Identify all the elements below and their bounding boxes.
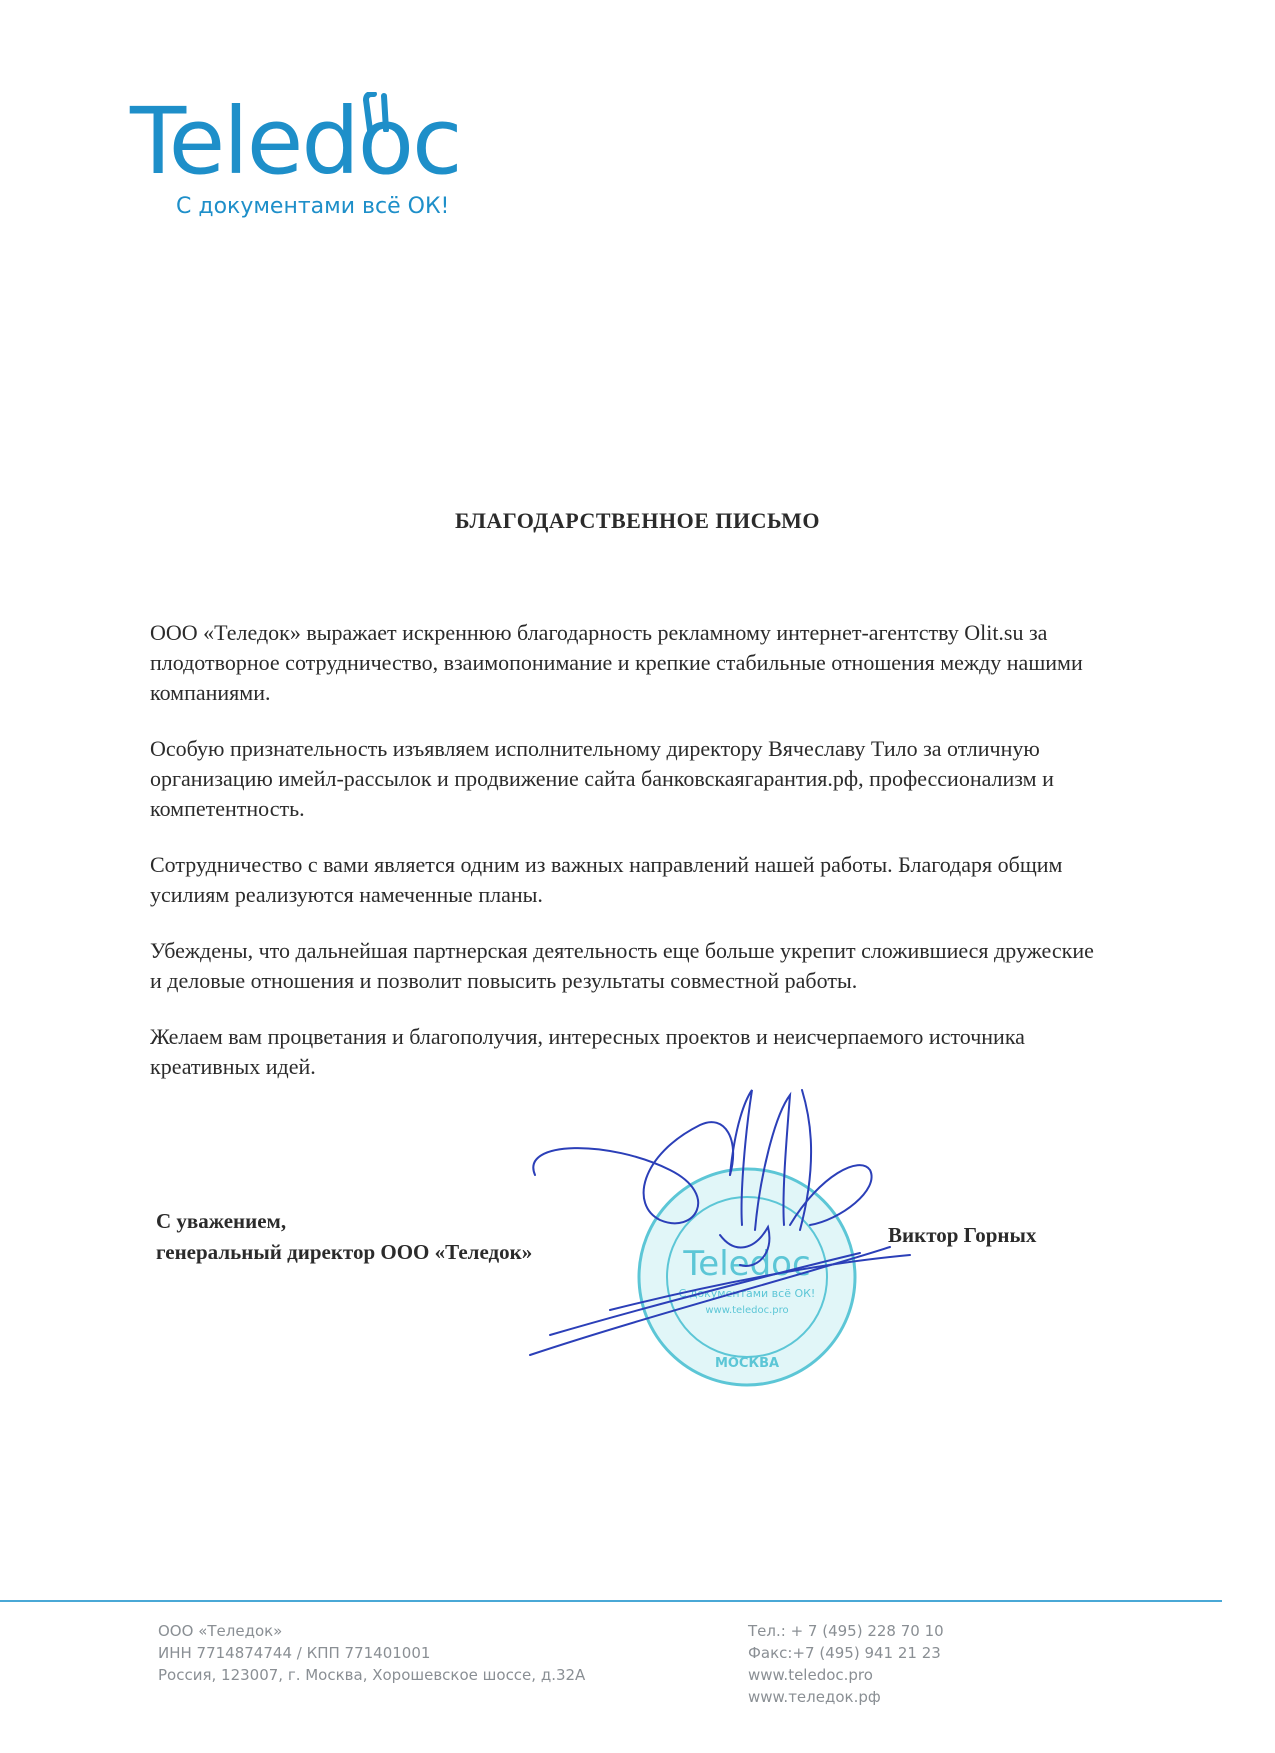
footer-address: Россия, 123007, г. Москва, Хорошевское шоссе, д.32А [158,1666,586,1684]
footer-inn-kpp: ИНН 7714874744 / КПП 771401001 [158,1644,431,1662]
footer-contacts [748,1620,944,1708]
closing-block [156,1206,532,1268]
footer-web-2: www.теледок.рф [748,1688,881,1706]
logo-wordmark: Teledoc [130,88,461,195]
paragraph-1: ООО «Теледок» выражает искреннюю благодарность рекламному интернет-агентству Olit.su за плодотворное сотрудничество, взаимопонимание и крепкие стабильные отношения между нашими компаниями. [150,620,1083,705]
stamp-city: МОСКВА [714,1356,780,1371]
letter-title: БЛАГОДАРСТВЕННОЕ ПИСЬМО [454,508,821,533]
paragraph-2: Особую признательность изъявляем исполнительному директору Вячеславу Тило за отличную организацию имейл-рассылок и продвижение сайта банковскаягарантия.рф, профессионализм и компетентность. [150,736,1054,821]
footer-phone: Тел.: + 7 (495) 228 70 10 [748,1622,944,1640]
paragraph-5: Желаем вам процветания и благополучия, интересных проектов и неисчерпаемого источника креативных идей. [150,1024,1025,1079]
footer-fax: Факс:+7 (495) 941 21 23 [748,1644,941,1662]
footer-company: ООО «Теледок» [158,1622,283,1640]
logo-antenna-icon [352,92,412,132]
logo-tagline: С документами всё ОК! [176,194,450,219]
stamp-tagline: С документами всё ОК! [678,1287,816,1300]
paragraph-3: Сотрудничество с вами является одним из важных направлений нашей работы. Благодаря общим усилиям реализуются намеченные планы. [150,852,1063,907]
letter-body [150,618,1110,1108]
company-logo [130,88,470,232]
stamp-website: www.teledoc.pro [705,1305,789,1316]
footer-web-1: www.teledoc.pro [748,1666,873,1684]
paragraph-4: Убеждены, что дальнейшая партнерская деятельность еще больше укрепит сложившиеся дружеские и деловые отношения и позволит повысить результаты совместной работы. [150,938,1094,993]
handwritten-signature [490,1085,950,1375]
footer-company-info [158,1620,585,1686]
stamp-logo: Teledoc [683,1244,811,1284]
closing-position: генеральный директор ООО «Теледок» [156,1240,533,1264]
signer-name: Виктор Горных [888,1223,1037,1247]
closing-regards: С уважением, [156,1209,287,1233]
footer-divider [0,1600,1222,1602]
